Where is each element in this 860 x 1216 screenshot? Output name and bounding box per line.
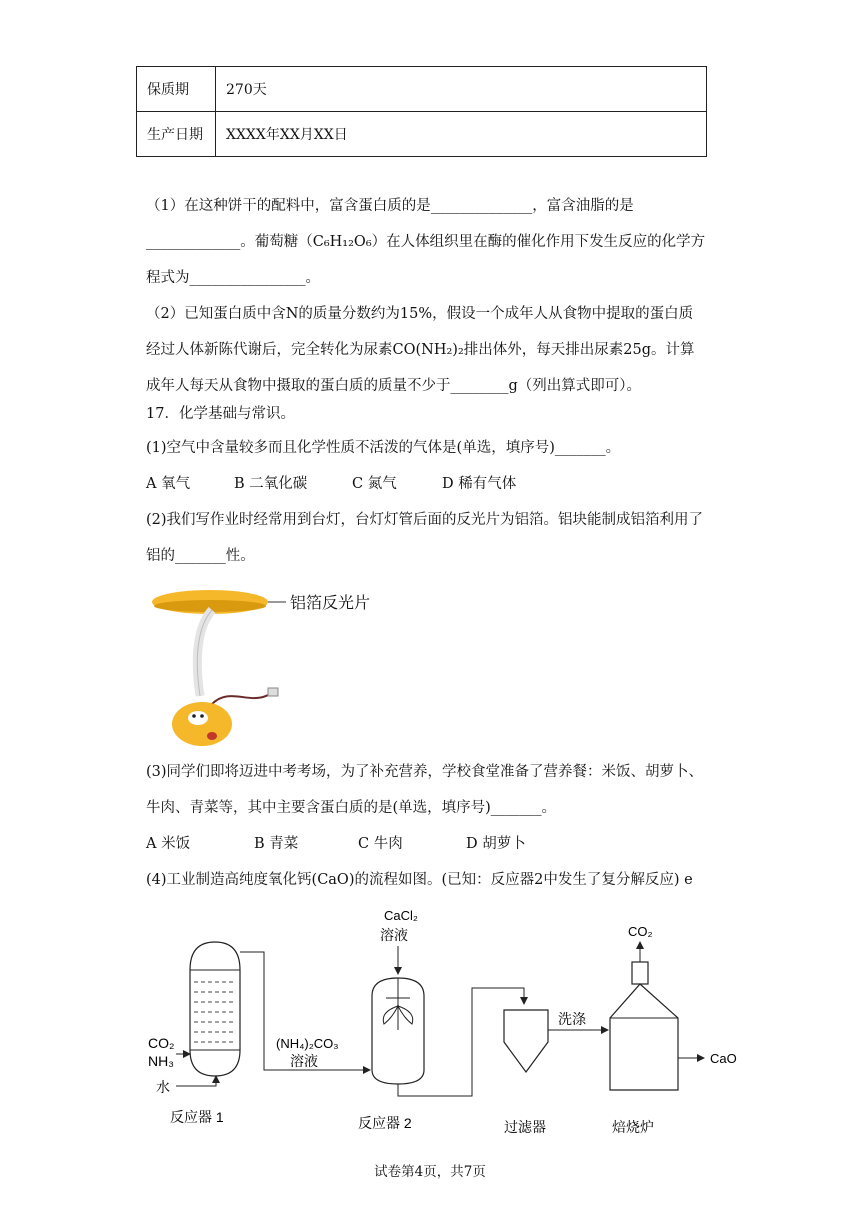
- reactor-2: [372, 978, 424, 1084]
- cao-output-label: CaO: [710, 1051, 737, 1066]
- table-value: XXXX年XX月XX日: [216, 112, 707, 157]
- q17-s3-line2: 牛肉、青菜等，其中主要含蛋白质的是(单选，填序号)_______。: [146, 800, 557, 816]
- table-row: [137, 112, 707, 157]
- furnace-label: 焙烧炉: [612, 1119, 654, 1135]
- co2-output-label: CO₂: [628, 924, 653, 939]
- ammonium-carbonate-solution-label: 溶液: [290, 1053, 318, 1069]
- option-c: C 氮气: [352, 476, 397, 492]
- water-label: 水: [156, 1079, 170, 1095]
- q16-p1-line3: 程式为________________。: [146, 270, 320, 286]
- q17-s3-line1: (3)同学们即将迈进中考考场，为了补充营养，学校食堂准备了营养餐：米饭、胡萝卜、: [146, 764, 704, 780]
- desk-lamp-figure: [150, 586, 380, 750]
- table-row: [137, 67, 707, 112]
- lamp-base-eye: [200, 714, 204, 718]
- option-c: C 牛肉: [358, 836, 403, 852]
- option-d: D 稀有气体: [442, 476, 517, 492]
- page-footer: 试卷第4页，共7页: [374, 1164, 486, 1180]
- lamp-plug: [268, 688, 278, 696]
- filter-label: 过滤器: [504, 1119, 546, 1135]
- q17-s1-options: [146, 474, 542, 494]
- option-b: B 二氧化碳: [234, 476, 308, 492]
- option-d: D 胡萝卜: [466, 836, 526, 852]
- lamp-cable: [212, 694, 270, 704]
- wash-label: 洗涤: [558, 1011, 586, 1027]
- reactor-1-label: 反应器 1: [170, 1109, 224, 1125]
- reactor-2-label: 反应器 2: [358, 1115, 412, 1131]
- reactor-1: [190, 942, 240, 1076]
- q17-s4: (4)工业制造高纯度氧化钙(CaO)的流程如图。(已知：反应器2中发生了复分解反应) e: [146, 872, 693, 888]
- q16-p1-line1: （1）在这种饼干的配料中，富含蛋白质的是______________，富含油脂的是: [146, 198, 634, 214]
- nh3-input-label: NH₃: [148, 1053, 174, 1069]
- water-input-arrow: [176, 1076, 216, 1086]
- lamp-label: 铝箔反光片: [290, 595, 371, 612]
- ammonium-carbonate-label: (NH₄)₂CO₃: [276, 1036, 339, 1051]
- table-value: 270天: [216, 67, 707, 112]
- table-key: 生产日期: [137, 112, 216, 157]
- lamp-neck: [197, 610, 212, 696]
- lamp-base-mouth: [207, 732, 217, 740]
- filter: [504, 1010, 548, 1072]
- co2-input-label: CO₂: [148, 1035, 175, 1051]
- q17-s2-line2: 铝的_______性。: [146, 548, 255, 564]
- lamp-base-eye: [192, 714, 196, 718]
- option-b: B 青菜: [254, 836, 299, 852]
- q16-p2-line2: 经过人体新陈代谢后，完全转化为尿素CO(NH₂)₂排出体外，每天排出尿素25g。计算: [146, 342, 695, 358]
- table-key: 保质期: [137, 67, 216, 112]
- product-info-table: [136, 66, 707, 157]
- cacl2-solution-label: 溶液: [380, 927, 408, 943]
- q16-p1-line2: _____________。葡萄糖（C₆H₁₂O₆）在人体组织里在酶的催化作用下发生反应的化学方: [146, 234, 706, 250]
- option-a: A 氧气: [146, 476, 191, 492]
- option-a: A 米饭: [146, 836, 191, 852]
- q16-p2-line3: 成年人每天从食物中摄取的蛋白质的质量不少于________g（列出算式即可）。: [146, 378, 642, 394]
- cacl2-label: CaCl₂: [384, 908, 418, 923]
- q17-s2-line1: (2)我们写作业时经常用到台灯，台灯灯管后面的反光片为铝箔。铝块能制成铝箔利用了: [146, 512, 704, 528]
- q16-p2-line1: （2）已知蛋白质中含N的质量分数约为15%，假设一个成年人从食物中提取的蛋白质: [146, 306, 694, 322]
- process-flow-diagram: [140, 900, 760, 1150]
- lamp-base-face: [188, 711, 208, 725]
- furnace: [610, 962, 678, 1090]
- q17-s1: (1)空气中含量较多而且化学性质不活泼的气体是(单选，填序号)_______。: [146, 440, 621, 456]
- q17-s3-options: [146, 834, 566, 854]
- q17-title: 17．化学基础与常识。: [146, 406, 295, 422]
